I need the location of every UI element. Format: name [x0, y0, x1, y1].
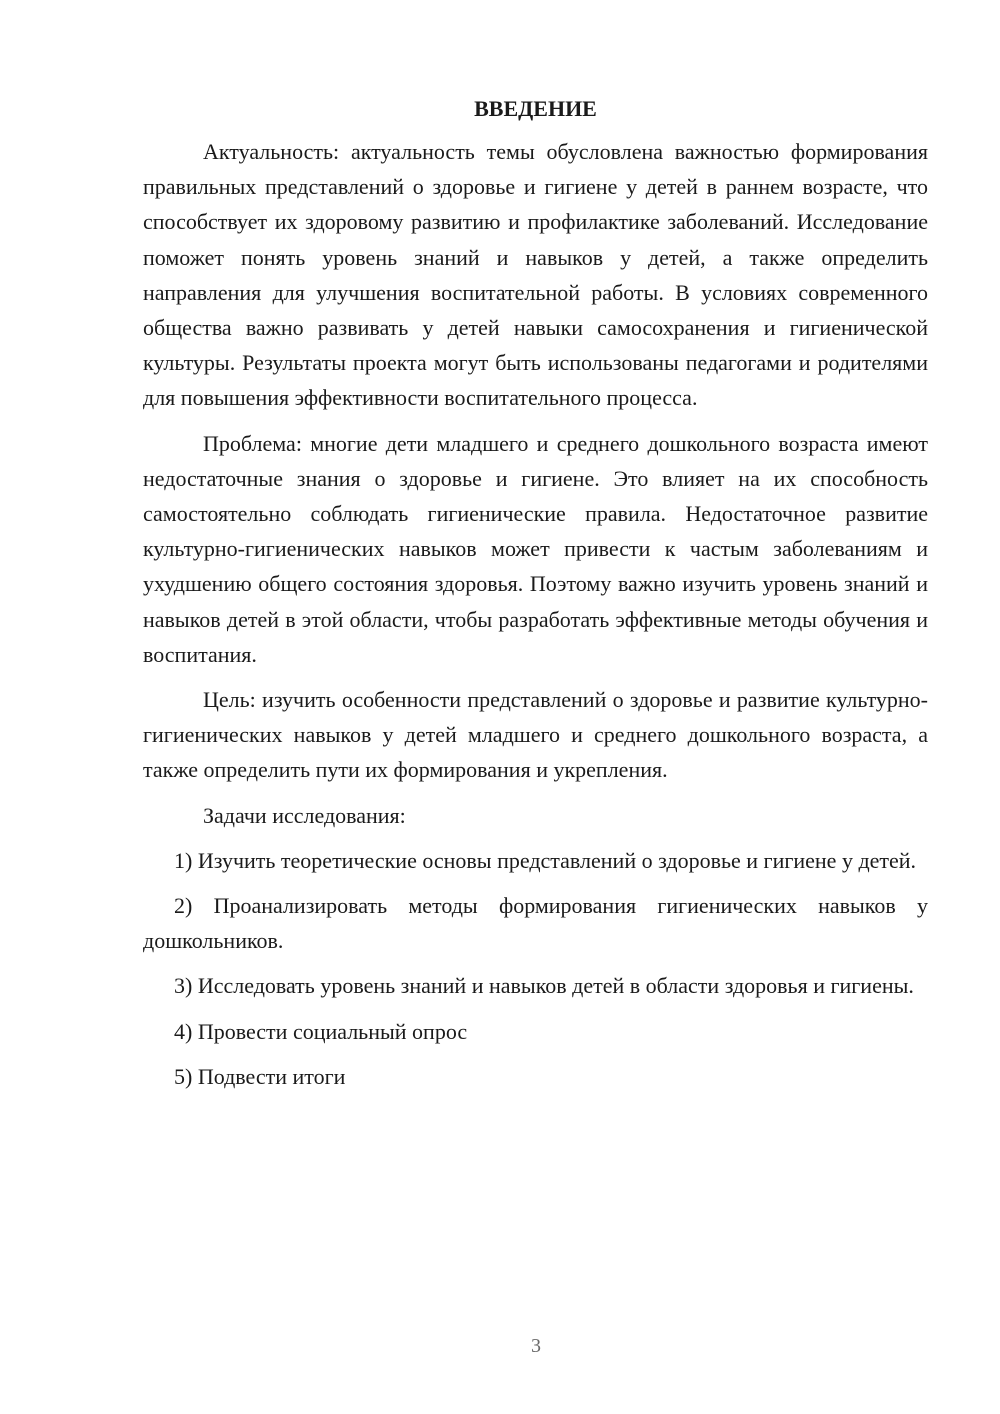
page-content: [143, 92, 928, 1104]
section-heading: ВВЕДЕНИЕ: [474, 96, 597, 121]
paragraph-relevance: Актуальность: актуальность темы обусловлена важностью формирования правильных представлений о здоровье и гигиене у детей в раннем возрасте, что способствует их здоровому развитию и профилактике заболеваний. Исследование поможет понять уровень знаний и навыков у детей, а также определить направления для улучшения воспитательной работы. В условиях современного общества важно развивать у детей навыки самосохранения и гигиенической культуры. Результаты проекта могут быть использованы педагогами и родителями для повышения эффективности воспитательного процесса.: [143, 139, 928, 411]
tasks-title: Задачи исследования:: [203, 802, 406, 828]
task-item: 3) Исследовать уровень знаний и навыков детей в области здоровья и гигиены.: [174, 973, 914, 999]
task-item: 4) Провести социальный опрос: [174, 1018, 468, 1044]
paragraph-goal: Цель: изучить особенности представлений о здоровье и развитие культурно-гигиенических навыков у детей младшего и среднего дошкольного возраста, а также определить пути их формирования и укрепления.: [143, 687, 928, 783]
task-item: 5) Подвести итоги: [174, 1063, 346, 1089]
paragraph-problem: Проблема: многие дети младшего и среднего дошкольного возраста имеют недостаточные знания о здоровье и гигиене. Это влияет на их способность самостоятельно соблюдать гигиенические правила. Недостаточное развитие культурно-гигиенических навыков может привести к частым заболеваниям и ухудшению общего состояния здоровья. Поэтому важно изучить уровень знаний и навыков детей в этой области, чтобы разработать эффективные методы обучения и воспитания.: [143, 430, 928, 667]
task-item: 1) Изучить теоретические основы представлений о здоровье и гигиене у детей.: [174, 847, 917, 873]
task-item: 2) Проанализировать методы формирования гигиенических навыков у дошкольников.: [143, 893, 928, 954]
page-number: 3: [531, 1335, 541, 1357]
